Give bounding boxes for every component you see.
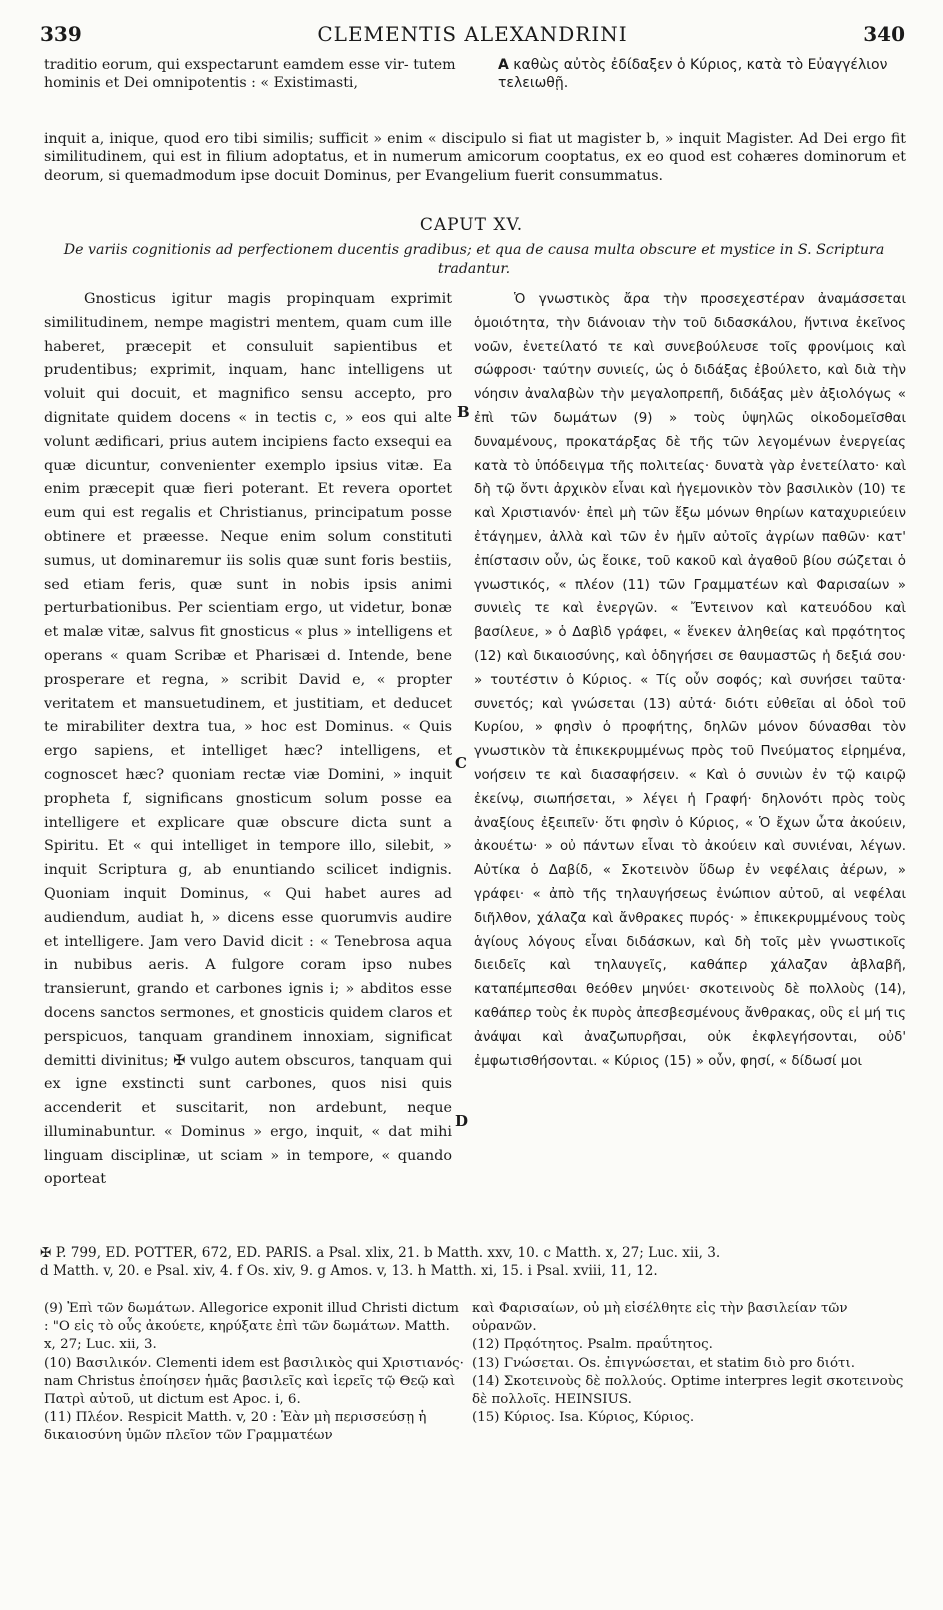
footnote: (15) Κύριος. Isa. Κύριος, Κύριος. [472,1410,695,1426]
footnote: (12) Πρᾳότητος. Psalm. πραΰτητος. [472,1337,713,1353]
margin-letter-b: B [457,403,470,421]
margin-letter-a: A [498,57,509,73]
scripture-references [40,1244,908,1280]
references-line-1: ✠ P. 799, ED. POTTER, 672, ED. PARIS. a Psal. xlix, 21. b Matth. xxv, 10. c Matth. x, 27; Luc. xii, 3. [40,1245,721,1261]
footnote: (10) Βασιλικόν. Clementi idem est βασιλικὸς qui Χριστιανός· nam Christus ἐποίησεν ἡμᾶς βασιλεῖς καὶ ἱερεῖς τῷ Θεῷ καὶ Πατρὶ αὐτοῦ, ut dictum est Apoc. i, 6. [44,1355,464,1408]
running-header [40,22,905,46]
latin-column-text: Gnosticus igitur magis propinquam exprimit similitudinem, nempe magistri mentem, quam cum ille haberet, præcepit et consuluit sapientibus et prudentibus; exprimit, inquam, hanc intelligens ut voluit qui docuit, et magnifico sensu accepto, pro dignitate quidem docens « in tectis c, » eos qui alte volunt ædificari, prius autem incipiens facto exsequi ea quæ dicuntur, convenienter exemplo ipsius vitæ. Ea enim præcepit quæ fieri poterant. Et revera oportet eum qui est regalis et Christianus, principatum posse obtinere et præesse. Neque enim solum constituti sumus, ut dominaremur iis solis quæ sunt foris bestiis, sed etiam feris, quæ sunt in nobis ipsis animi perturbationibus. Per scientiam ergo, ut videtur, bonæ et malæ vitæ, salvus fit gnosticus « plus » intelligens et operans « quam Scribæ et Pharisæi d. Intende, bene prosperare et regna, » scribit David e, « propter veritatem et mansuetudinem, et justitiam, et deducet te mirabiliter dextra tua, » hoc est Dominus. « Quis ergo sapiens, et intelliget hæc? intelligens, et cognoscet hæc? quoniam rectæ viæ Domini, » inquit propheta f, significans gnosticum solum posse ea intelligere et explicare quæ obscure dicta sunt a Spiritu. Et « qui intelliget in tempore illo, silebit, » inquit Scriptura g, ab enuntiando scilicet indignis. Quoniam inquit Dominus, « Qui habet aures ad audiendum, audiat h, » dicens esse quorumvis audire et intelligere. Jam vero David dicit : « Tenebrosa aqua in nubibus aeris. A fulgore coram ipso nubes transierunt, grando et carbones ignis i; » abditos esse docens sanctos sermones, et gnosticis quidem claros et perspicuos, tanquam grandinem innoxiam, significat demitti divinitus; ✠ vulgo autem obscuros, tanquam qui ex igne exstincti sunt carbones, quos nisi quis accenderit et suscitarit, non ardebunt, neque illuminabuntur. « Dominus » ergo, inquit, « dat mihi linguam disciplinæ, ut sciam » in tempore, « quando oporteat [44,291,452,1188]
page-number-right: 340 [863,22,905,46]
greek-column-text: Ὁ γνωστικὸς ἄρα τὴν προσεχεστέραν ἀναμάσσεται ὁμοιότητα, τὴν διάνοιαν τὴν τοῦ διδασκάλου, ἥντινα ἐκεῖνος νοῶν, ἐνετείλατό τε καὶ συνεβούλευσε τοῖς φρονίμοις καὶ σώφροσι· ταύτην συνιείς, ὡς ὁ διδάξας ἐβούλετο, καὶ διὰ τὴν νόησιν ἀναλαβὼν τὴν μεγαλοπρεπῆ, διδάξας μὲν ἀξιολόγως « ἐπὶ τῶν δωμάτων (9) » τοὺς ὑψηλῶς οἰκοδομεῖσθαι δυναμένους, προκατάρξας δὲ τῆς τῶν λεγομένων ἐνεργείας κατὰ τὸ ὑπόδειγμα τῆς πολιτείας· δυνατὰ γὰρ ἐνετείλατο· καὶ δὴ τῷ ὄντι ἀρχικὸν εἶναι καὶ ἡγεμονικὸν τὸν βασιλικὸν (10) τε καὶ Χριστιανόν· ἐπεὶ μὴ τῶν ἔξω μόνων θηρίων καταχυριεύειν ἐτάγημεν, ἀλλὰ καὶ τῶν ἐν ἡμῖν αὐτοῖς ἀγρίων παθῶν· κατ' ἐπίστασιν οὖν, ὡς ἔοικε, τοῦ κακοῦ καὶ ἀγαθοῦ βίου σώζεται ὁ γνωστικός, « πλέον (11) τῶν Γραμματέων καὶ Φαρισαίων » συνιεὶς τε καὶ ἐνεργῶν. « Ἔντεινον καὶ κατευόδου καὶ βασίλευε, » ὁ Δαβὶδ γράφει, « ἕνεκεν ἀληθείας καὶ πρᾳότητος (12) καὶ δικαιοσύνης, καὶ ὁδηγήσει σε θαυμαστῶς ἡ δεξιά σου· » τουτέστιν ὁ Κύριος. « Τίς οὖν σοφός; καὶ συνήσει ταῦτα· συνετός; καὶ γνώσεται (13) αὐτά· διότι εὐθεῖαι αἱ ὁδοὶ τοῦ Κυρίου, » φησὶν ὁ προφήτης, δηλῶν μόνον δύνασθαι τὸν γνωστικὸν τὰ ἐπικεκρυμμένως πρὸς τοῦ Πνεύματος εἰρημένα, νοήσειν τε καὶ διασαφήσειν. « Καὶ ὁ συνιὼν ἐν τῷ καιρῷ ἐκείνῳ, σιωπήσεται, » λέγει ἡ Γραφή· δηλονότι πρὸς τοὺς ἀναξίους ἐξειπεῖν· ὅτι φησὶν ὁ Κύριος, « Ὁ ἔχων ὦτα ἀκούειν, ἀκουέτω· » οὐ πάντων εἶναι τὸ ἀκούειν καὶ συνιέναι, λέγων. Αὐτίκα ὁ Δαβίδ, « Σκοτεινὸν ὕδωρ ἐν νεφέλαις ἀέρων, » γράφει· « ἀπὸ τῆς τηλαυγήσεως ἐνώπιον αὐτοῦ, αἱ νεφέλαι διῆλθον, χάλαζα καὶ ἄνθρακες πυρός· » ἐπικεκρυμμένους τοὺς ἁγίους λόγους εἶναι διδάσκων, καὶ δὴ τοῖς μὲν γνωστικοῖς διειδεῖς καὶ τηλαυγεῖς, καθάπερ χάλαζαν ἀβλαβῆ, καταπέμπεσθαι θεόθεν μηνύει· σκοτεινοὺς δὲ πολλοὺς (14), καθάπερ τοὺς ἐκ πυρὸς ἀπεσβεσμένους ἄνθρακας, οὓς εἰ μή τις ἀνάψαι καὶ ἀναζωπυρῆσαι, οὐκ ἐκφλεγήσονται, οὐδ' ἐμφωτισθήσονται. « Κύριος (15) » οὖν, φησί, « δίδωσί μοι [474,292,906,1069]
top-greek-body: καθὼς αὐτὸς ἐδίδαξεν ὁ Κύριος, κατὰ τὸ Εὐαγγέλιον τελειωθῇ. [498,57,888,92]
chapter-subtitle: De variis cognitionis ad perfectionem ducentis gradibus; et qua de causa multa obscure et mystice in S. Scriptura tradantur. [63,242,885,277]
footnote: (11) Πλέον. Respicit Matth. v, 20 : Ἐὰν μὴ περισσεύσῃ ἡ δικαιοσύνη ὑμῶν πλεῖον τῶν Γραμματέων [44,1410,427,1444]
latin-column [44,288,452,1192]
footnote: (9) Ἐπὶ τῶν δωμάτων. Allegorice exponit illud Christi dictum : "Ο εἰς τὸ οὖς ἀκούετε, κηρύξατε ἐπὶ τῶν δωμάτων. Matth. x, 27; Luc. xii, 3. [44,1301,459,1353]
top-greek-text [498,56,906,93]
references-line-2: d Matth. v, 20. e Psal. xiv, 4. f Os. xiv, 9. g Amos. v, 13. h Matth. xi, 15. i Psal. xviii, 11, 12. [40,1263,658,1279]
margin-letter-c: C [455,754,467,772]
footnote: καὶ Φαρισαίων, οὐ μὴ εἰσέλθητε εἰς τὴν βασιλείαν τῶν οὐρανῶν. [472,1301,848,1335]
footnotes-right [472,1300,904,1427]
running-title: CLEMENTIS ALEXANDRINI [317,22,628,46]
top-continuation [44,56,906,93]
footnote: (14) Σκοτεινοὺς δὲ πολλούς. Optime interpres legit σκοτεινοὺς δὲ πολλοῖς. HEINSIUS. [472,1373,904,1408]
latin-continuation: inquit a, inique, quod ero tibi similis; sufficit » enim « discipulo si fiat ut magister b, » inquit Magister. Ad Dei ergo fit similitudinem, qui est in filium adoptatus, et in numerum amicorum cooptatus, ex eo quod est cohæres dominorum et deorum, si quemadmodum ipse docuit Dominus, per Evangelium fuerit consummatus. [44,131,906,184]
top-latin-text: traditio eorum, qui exspectarunt eamdem esse vir- tutem hominis et Dei omnipotentis : « Existimasti, [44,57,456,92]
chapter-title: CAPUT XV. [419,215,524,235]
page-number-left: 339 [40,22,82,46]
footnote: (13) Γνώσεται. Os. ἐπιγνώσεται, et statim διὸ pro διότι. [472,1355,855,1371]
greek-column [474,288,906,1073]
footnotes-left [44,1300,464,1446]
margin-letter-d: D [455,1112,469,1130]
